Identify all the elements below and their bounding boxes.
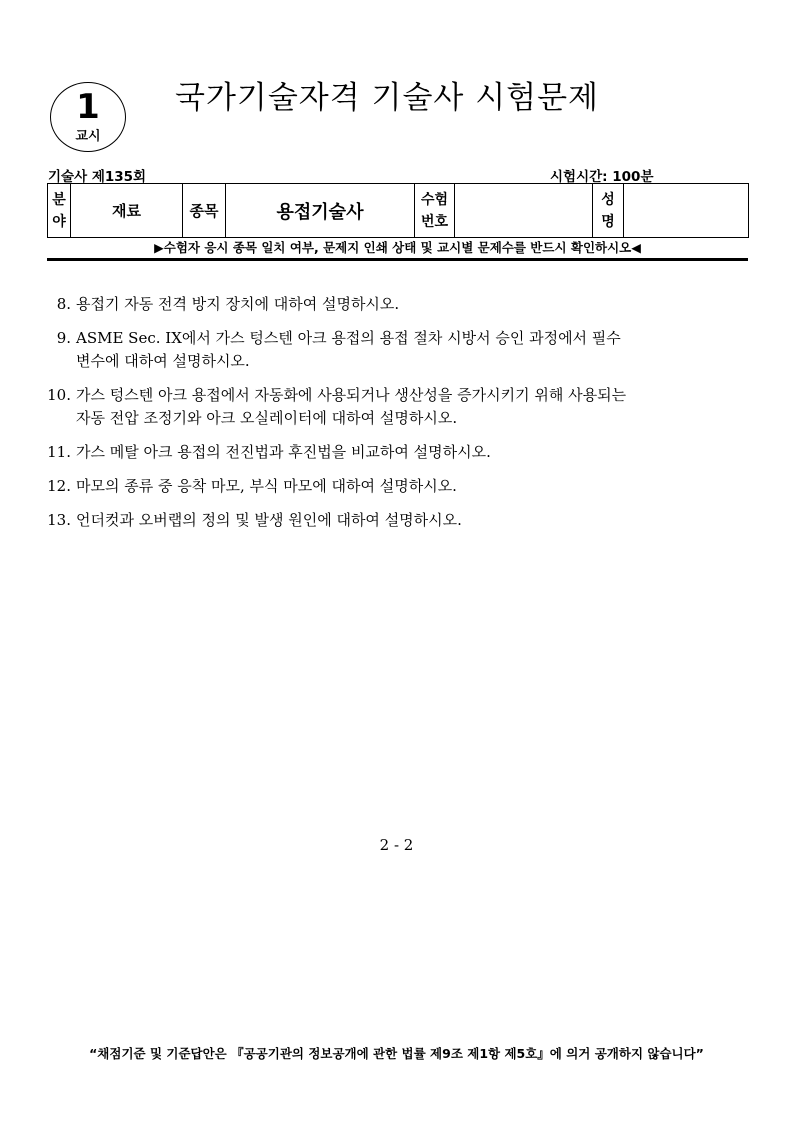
name-label-2: 명 — [601, 213, 615, 230]
exam-time: 시험시간: 100분 — [550, 169, 654, 185]
exam-number-label-1: 수험 — [420, 191, 449, 208]
question-text: 언더컷과 오버랩의 정의 및 발생 원인에 대하여 설명하시오. — [76, 511, 462, 529]
question-9 — [42, 327, 754, 373]
question-text: 마모의 종류 중 응착 마모, 부식 마모에 대하여 설명하시오. — [76, 477, 457, 495]
question-text: ASME Sec. IX에서 가스 텅스텐 아크 용접의 용접 절차 시방서 승인 과정에서 필수 — [76, 329, 621, 347]
name-label-cell — [593, 184, 624, 238]
question-text: 용접기 자동 전격 방지 장치에 대하여 설명하시오. — [76, 295, 400, 313]
field-label-2: 야 — [52, 213, 66, 230]
category-label: 종목 — [183, 184, 226, 238]
session-label: 교시 — [75, 129, 101, 144]
page-number: 2 - 2 — [379, 836, 414, 854]
question-number: 11. — [47, 443, 71, 461]
footer-disclaimer: “채점기준 및 기준답안은 『공공기관의 정보공개에 관한 법률 제9조 제1항 제5호』에 의거 공개하지 않습니다” — [89, 1046, 704, 1061]
question-number: 10. — [47, 386, 71, 404]
question-10 — [42, 384, 754, 430]
question-text: 가스 텅스텐 아크 용접에서 자동화에 사용되거나 생산성을 증가시키기 위해 사용되는 — [76, 386, 627, 404]
question-number: 9. — [56, 329, 71, 347]
exam-number-label-2: 번호 — [420, 213, 449, 230]
question-text-continued: 변수에 대하여 설명하시오. — [76, 352, 250, 370]
session-badge — [50, 82, 126, 152]
exam-header-row — [48, 163, 748, 183]
question-11 — [42, 441, 754, 464]
question-8 — [42, 293, 754, 316]
exam-round: 기술사 제135회 — [48, 169, 147, 185]
question-number: 12. — [47, 477, 71, 495]
field-value: 재료 — [71, 184, 183, 238]
category-value: 용접기술사 — [226, 184, 415, 238]
name-label-1: 성 — [601, 191, 615, 208]
question-13 — [42, 509, 754, 532]
header-divider — [47, 258, 748, 261]
question-12 — [42, 475, 754, 498]
exam-number-field[interactable] — [455, 184, 593, 238]
exam-info-table — [47, 183, 749, 238]
question-number: 8. — [56, 295, 71, 313]
question-text: 가스 메탈 아크 용접의 전진법과 후진법을 비교하여 설명하시오. — [76, 443, 491, 461]
page-title: 국가기술자격 기술사 시험문제 — [175, 80, 600, 116]
question-list — [42, 293, 754, 543]
field-label-1: 분 — [52, 191, 66, 208]
field-label-cell — [48, 184, 71, 238]
question-text-continued: 자동 전압 조정기와 아크 오실레이터에 대하여 설명하시오. — [76, 409, 458, 427]
notice-banner: ▶수험자 응시 종목 일치 여부, 문제지 인쇄 상태 및 교시별 문제수를 반드시 확인하시오◀ — [154, 240, 641, 255]
session-number: 1 — [76, 87, 100, 127]
name-field[interactable] — [624, 184, 749, 238]
exam-number-label-cell — [415, 184, 455, 238]
question-number: 13. — [47, 511, 71, 529]
